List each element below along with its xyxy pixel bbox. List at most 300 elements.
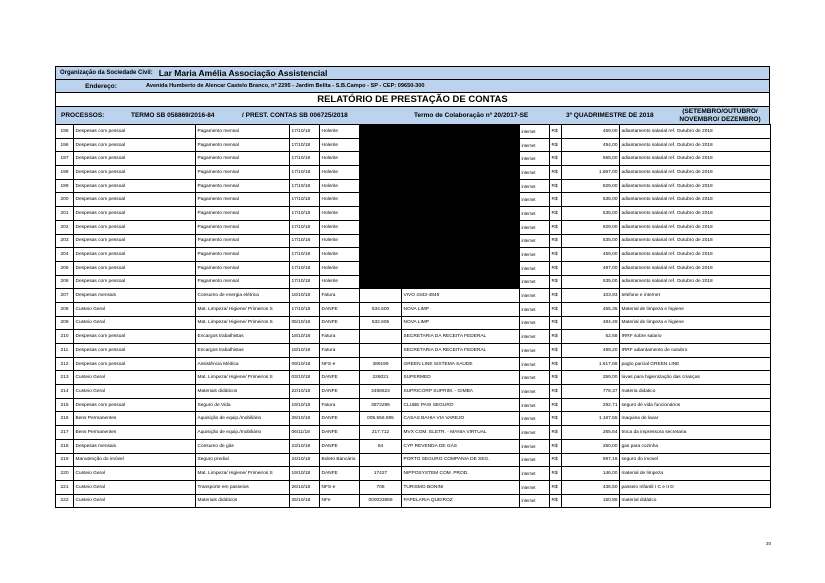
- category-cell: Despesas com pessoal: [74, 220, 196, 234]
- category-cell: Despesas com pessoal: [74, 261, 196, 275]
- row-number: 207: [56, 289, 74, 303]
- value-cell: 535,00: [562, 193, 620, 207]
- currency-cell: R$: [550, 480, 562, 494]
- category-cell: Bens Permanentes: [74, 426, 196, 440]
- doc-type-cell: Holerite: [320, 125, 360, 139]
- observation-cell: telefone e internet: [620, 289, 771, 303]
- description-cell: Pagamento mensal: [196, 166, 290, 180]
- observation-cell: IRRF adiantamento de outubro: [620, 344, 771, 358]
- payment-method-cell: internet: [520, 166, 550, 180]
- currency-cell: R$: [550, 412, 562, 426]
- doc-type-cell: Fatura: [320, 289, 360, 303]
- description-cell: Aquisição de equip./mobiliário: [196, 412, 290, 426]
- payment-method-cell: internet: [520, 248, 550, 262]
- category-cell: Despesas com pessoal: [74, 398, 196, 412]
- termo-colaboracao: Termo de Colaboração nº 20/2017-SE: [414, 112, 529, 119]
- currency-cell: R$: [550, 330, 562, 344]
- row-number: 202: [56, 220, 74, 234]
- address-header: [55, 79, 770, 92]
- observation-cell: Material de limpeza e higiene: [620, 302, 771, 316]
- observation-cell: IRRF sobre salario: [620, 330, 771, 344]
- redacted-block: [360, 261, 520, 275]
- description-cell: Encargos trabalhistas: [196, 344, 290, 358]
- observation-cell: adiantamento salarial ref. Outubro de 2018: [620, 261, 771, 275]
- observation-cell: material de limpeza: [620, 467, 771, 481]
- value-cell: 265,64: [562, 426, 620, 440]
- value-cell: 436,50: [562, 480, 620, 494]
- date-cell: 17/10/18: [290, 138, 320, 152]
- category-cell: Despesas com pessoal: [74, 357, 196, 371]
- table-row: [56, 207, 771, 221]
- table-row: [56, 261, 771, 275]
- row-number: 214: [56, 385, 74, 399]
- doc-type-cell: DANFE: [320, 467, 360, 481]
- page-number: 20: [766, 541, 772, 546]
- currency-cell: R$: [550, 193, 562, 207]
- value-cell: 459,00: [562, 125, 620, 139]
- category-cell: Despesas com pessoal: [74, 193, 196, 207]
- row-number: 220: [56, 467, 74, 481]
- date-cell: 24/10/18: [290, 453, 320, 467]
- supplier-cell: VIVO 4343-4849: [402, 289, 520, 303]
- value-cell: 829,00: [562, 220, 620, 234]
- value-cell: 535,00: [562, 234, 620, 248]
- observation-cell: passeio Infantil I C e II D: [620, 480, 771, 494]
- date-cell: 26/10/18: [290, 412, 320, 426]
- processes-label: PROCESSOS:: [61, 112, 105, 119]
- description-cell: Pagamento mensal: [196, 207, 290, 221]
- currency-cell: R$: [550, 426, 562, 440]
- currency-cell: R$: [550, 344, 562, 358]
- value-cell: 497,00: [562, 261, 620, 275]
- description-cell: Pagamento mensal: [196, 248, 290, 262]
- observation-cell: adiantamento salarial ref. Outubro de 2018: [620, 193, 771, 207]
- supplier-cell: NOVA LIMP: [402, 302, 520, 316]
- currency-cell: R$: [550, 220, 562, 234]
- table-row: [56, 412, 771, 426]
- date-cell: 17/10/18: [290, 166, 320, 180]
- table-row: [56, 494, 771, 508]
- row-number: 221: [56, 480, 74, 494]
- payment-method-cell: internet: [520, 220, 550, 234]
- date-cell: 18/10/18: [290, 330, 320, 344]
- category-cell: Despesas com pessoal: [74, 275, 196, 289]
- supplier-cell: NOVA LIMP: [402, 316, 520, 330]
- currency-cell: R$: [550, 467, 562, 481]
- description-cell: Assistência Médica: [196, 357, 290, 371]
- redacted-block: [360, 275, 520, 289]
- doc-type-cell: Fatura: [320, 398, 360, 412]
- description-cell: Materiais didáticos: [196, 385, 290, 399]
- date-cell: 17/10/18: [290, 261, 320, 275]
- description-cell: Pagamento mensal: [196, 275, 290, 289]
- row-number: 213: [56, 371, 74, 385]
- row-number: 205: [56, 261, 74, 275]
- value-cell: 1.167,55: [562, 412, 620, 426]
- doc-type-cell: NFe: [320, 494, 360, 508]
- redacted-block: [360, 138, 520, 152]
- table-row: [56, 467, 771, 481]
- date-cell: 03/10/18: [290, 371, 320, 385]
- table-row: [56, 398, 771, 412]
- value-cell: 146,00: [562, 467, 620, 481]
- date-cell: 05/10/18: [290, 316, 320, 330]
- payment-method-cell: internet: [520, 412, 550, 426]
- payment-method-cell: internet: [520, 426, 550, 440]
- table-row: [56, 138, 771, 152]
- row-number: 199: [56, 179, 74, 193]
- date-cell: 06/11/18: [290, 426, 320, 440]
- payment-method-cell: internet: [520, 261, 550, 275]
- table-row: [56, 371, 771, 385]
- supplier-cell: GREEN LINE SISTEMA SAUDE: [402, 357, 520, 371]
- row-number: 219: [56, 453, 74, 467]
- category-cell: Despesas com pessoal: [74, 234, 196, 248]
- table-row: [56, 125, 771, 139]
- payment-method-cell: internet: [520, 330, 550, 344]
- description-cell: Pagamento mensal: [196, 220, 290, 234]
- observation-cell: adiantamento salarial ref. Outubro de 2018: [620, 125, 771, 139]
- date-cell: 25/10/18: [290, 494, 320, 508]
- description-cell: Encargos trabalhistas: [196, 330, 290, 344]
- currency-cell: R$: [550, 494, 562, 508]
- doc-number-cell: 534.500: [360, 302, 402, 316]
- currency-cell: R$: [550, 179, 562, 193]
- doc-number-cell: [360, 344, 402, 358]
- doc-number-cell: 3873295: [360, 398, 402, 412]
- value-cell: 250,00: [562, 439, 620, 453]
- period-line-1: (SETEMBRO/OUTUBRO/: [682, 108, 758, 115]
- date-cell: 17/10/18: [290, 275, 320, 289]
- doc-number-cell: [360, 289, 402, 303]
- redacted-block: [360, 207, 520, 221]
- doc-number-cell: [360, 330, 402, 344]
- supplier-cell: PORTO SEGURO COMPANIA DE SEG.: [402, 453, 520, 467]
- date-cell: 26/10/18: [290, 480, 320, 494]
- doc-type-cell: DANFE: [320, 316, 360, 330]
- category-cell: Bens Permanentes: [74, 412, 196, 426]
- description-cell: Mat. Limpeza/ Higiene/ Primeiros S: [196, 316, 290, 330]
- payment-method-cell: internet: [520, 439, 550, 453]
- payment-method-cell: internet: [520, 398, 550, 412]
- currency-cell: R$: [550, 385, 562, 399]
- value-cell: 494,00: [562, 138, 620, 152]
- doc-type-cell: Holerite: [320, 166, 360, 180]
- redacted-block: [360, 152, 520, 166]
- doc-number-cell: 005.556.595: [360, 412, 402, 426]
- row-number: 215: [56, 398, 74, 412]
- row-number: 209: [56, 316, 74, 330]
- supplier-cell: PAPELARIA QUEIROZ: [402, 494, 520, 508]
- table-row: [56, 289, 771, 303]
- value-cell: 103,93: [562, 289, 620, 303]
- observation-cell: adiantamento salarial ref. Outubro de 2018: [620, 220, 771, 234]
- supplier-cell: CYP REVENDA DE GÁS: [402, 439, 520, 453]
- table-row: [56, 193, 771, 207]
- category-cell: Despesas com pessoal: [74, 138, 196, 152]
- category-cell: Despesas mensais: [74, 439, 196, 453]
- payment-method-cell: internet: [520, 467, 550, 481]
- date-cell: 23/10/18: [290, 439, 320, 453]
- description-cell: Pagamento mensal: [196, 152, 290, 166]
- value-cell: 459,00: [562, 248, 620, 262]
- description-cell: Mat. Limpeza/ Higiene/ Primeiros S: [196, 371, 290, 385]
- currency-cell: R$: [550, 261, 562, 275]
- redacted-block: [360, 125, 520, 139]
- table-row: [56, 234, 771, 248]
- row-number: 217: [56, 426, 74, 440]
- observation-cell: Material de limpeza e higiene: [620, 316, 771, 330]
- supplier-cell: MVX COM. ELETR. - MANIA VIRTUAL: [402, 426, 520, 440]
- redacted-block: [360, 166, 520, 180]
- observation-cell: materia didatico: [620, 385, 771, 399]
- table-row: [56, 480, 771, 494]
- doc-number-cell: 226021: [360, 371, 402, 385]
- category-cell: Despesas com pessoal: [74, 344, 196, 358]
- table-row: [56, 220, 771, 234]
- currency-cell: R$: [550, 138, 562, 152]
- payment-method-cell: internet: [520, 193, 550, 207]
- value-cell: 535,00: [562, 275, 620, 289]
- currency-cell: R$: [550, 248, 562, 262]
- value-cell: 455,35: [562, 302, 620, 316]
- observation-cell: adiantamento salarial ref. Outubro de 2018: [620, 179, 771, 193]
- value-cell: 1.617,68: [562, 357, 620, 371]
- observation-cell: adiantamento salarial ref. Outubro de 2018: [620, 248, 771, 262]
- table-row: [56, 166, 771, 180]
- table-row: [56, 248, 771, 262]
- currency-cell: R$: [550, 371, 562, 385]
- payment-method-cell: internet: [520, 480, 550, 494]
- date-cell: 17/10/18: [290, 234, 320, 248]
- redacted-block: [360, 248, 520, 262]
- observation-cell: adiantamento salarial ref. Outubro de 2018: [620, 207, 771, 221]
- currency-cell: R$: [550, 234, 562, 248]
- currency-cell: R$: [550, 275, 562, 289]
- doc-type-cell: DANFE: [320, 426, 360, 440]
- description-cell: Transporte em passeios: [196, 480, 290, 494]
- value-cell: 499,20: [562, 344, 620, 358]
- value-cell: 829,00: [562, 179, 620, 193]
- observation-cell: pagto parcial GREEN LINE: [620, 357, 771, 371]
- category-cell: Despesas mensais: [74, 289, 196, 303]
- period-line-2: NOVEMBRO/ DEZEMBRO): [679, 115, 761, 123]
- observation-cell: adiantamento salarial ref. Outubro de 2018: [620, 275, 771, 289]
- description-cell: Consumo de gás: [196, 439, 290, 453]
- category-cell: Custeio Geral: [74, 316, 196, 330]
- observation-cell: adiantamento salarial ref. Outubro de 2018: [620, 166, 771, 180]
- observation-cell: material didático: [620, 494, 771, 508]
- value-cell: 535,00: [562, 207, 620, 221]
- observation-cell: troca da impressora secretaria: [620, 426, 771, 440]
- doc-type-cell: DANFE: [320, 371, 360, 385]
- category-cell: Despesas com pessoal: [74, 179, 196, 193]
- period: [674, 108, 766, 123]
- doc-number-cell: [360, 453, 402, 467]
- table-row: [56, 453, 771, 467]
- term-sb: TERMO SB 058869/2016-84: [131, 112, 215, 119]
- observation-cell: maquina de lavar: [620, 412, 771, 426]
- address-value: Avenida Humberto de Alencar Castelo Branco, nº 2295 - Jardim Belita - S.B.Campo - SP - CEP: 09650-300: [146, 83, 425, 89]
- payment-method-cell: internet: [520, 275, 550, 289]
- doc-type-cell: DANFE: [320, 412, 360, 426]
- doc-number-cell: 84: [360, 439, 402, 453]
- value-cell: 150,86: [562, 494, 620, 508]
- row-number: 208: [56, 302, 74, 316]
- doc-number-cell: 532.605: [360, 316, 402, 330]
- description-cell: Pagamento mensal: [196, 234, 290, 248]
- currency-cell: R$: [550, 439, 562, 453]
- observation-cell: luvas para higienização das crianças: [620, 371, 771, 385]
- doc-number-cell: 389199: [360, 357, 402, 371]
- doc-type-cell: NFS-e: [320, 357, 360, 371]
- doc-type-cell: DANFE: [320, 439, 360, 453]
- category-cell: Despesas com pessoal: [74, 125, 196, 139]
- date-cell: 17/10/18: [290, 152, 320, 166]
- payment-method-cell: internet: [520, 289, 550, 303]
- value-cell: 597,16: [562, 453, 620, 467]
- value-cell: 52,68: [562, 330, 620, 344]
- payment-method-cell: internet: [520, 234, 550, 248]
- table-row: [56, 385, 771, 399]
- doc-number-cell: 000033959: [360, 494, 402, 508]
- address-label: Endereço:: [85, 82, 117, 90]
- doc-type-cell: NFS-e: [320, 480, 360, 494]
- row-number: 204: [56, 248, 74, 262]
- redacted-block: [360, 179, 520, 193]
- supplier-cell: SECRETARIA DA RECEITA FEDERAL: [402, 344, 520, 358]
- currency-cell: R$: [550, 398, 562, 412]
- observation-cell: adiantamento salarial ref. Outubro de 2018: [620, 138, 771, 152]
- payment-method-cell: internet: [520, 316, 550, 330]
- currency-cell: R$: [550, 316, 562, 330]
- table-row: [56, 302, 771, 316]
- description-cell: Pagamento mensal: [196, 193, 290, 207]
- table-row: [56, 316, 771, 330]
- category-cell: Custeio Geral: [74, 302, 196, 316]
- redacted-block: [360, 220, 520, 234]
- row-number: 216: [56, 412, 74, 426]
- doc-type-cell: Holerite: [320, 138, 360, 152]
- doc-type-cell: Fatura: [320, 330, 360, 344]
- supplier-cell: SECRETARIA DA RECEITA FEDERAL: [402, 330, 520, 344]
- payment-method-cell: internet: [520, 344, 550, 358]
- description-cell: Pagamento mensal: [196, 179, 290, 193]
- doc-type-cell: Holerite: [320, 275, 360, 289]
- description-cell: Mat. Limpeza/ Higiene/ Primeiros S: [196, 302, 290, 316]
- payment-method-cell: internet: [520, 357, 550, 371]
- category-cell: Despesas com pessoal: [74, 207, 196, 221]
- date-cell: 17/10/18: [290, 179, 320, 193]
- org-label: Organização da Sociedade Civil:: [60, 70, 153, 76]
- table-body: [56, 125, 771, 508]
- value-cell: 565,00: [562, 152, 620, 166]
- category-cell: Despesas com pessoal: [74, 152, 196, 166]
- category-cell: Custeio Geral: [74, 494, 196, 508]
- payment-method-cell: internet: [520, 179, 550, 193]
- payment-method-cell: internet: [520, 138, 550, 152]
- observation-cell: seguro de vida funcionários: [620, 398, 771, 412]
- date-cell: 17/10/18: [290, 193, 320, 207]
- doc-number-cell: 17427: [360, 467, 402, 481]
- doc-type-cell: Holerite: [320, 234, 360, 248]
- category-cell: Custeio Geral: [74, 467, 196, 481]
- redacted-block: [360, 193, 520, 207]
- table-row: [56, 426, 771, 440]
- supplier-cell: SUPRICORP SUPRIM. - GIMBA: [402, 385, 520, 399]
- doc-type-cell: Boleto Bancário: [320, 453, 360, 467]
- payment-method-cell: internet: [520, 207, 550, 221]
- value-cell: 778,37: [562, 385, 620, 399]
- value-cell: 292,71: [562, 398, 620, 412]
- doc-type-cell: Holerite: [320, 220, 360, 234]
- processes-header: [55, 106, 770, 124]
- value-cell: 484,49: [562, 316, 620, 330]
- row-number: 200: [56, 193, 74, 207]
- observation-cell: adiantamento salarial ref. Outubro de 2018: [620, 234, 771, 248]
- table-row: [56, 152, 771, 166]
- table-row: [56, 439, 771, 453]
- org-header: [55, 66, 770, 79]
- row-number: 222: [56, 494, 74, 508]
- date-cell: 19/10/18: [290, 398, 320, 412]
- description-cell: Mat. Limpeza/ Higiene/ Primeiros S: [196, 467, 290, 481]
- currency-cell: R$: [550, 302, 562, 316]
- date-cell: 17/10/18: [290, 302, 320, 316]
- report-title: RELATÓRIO DE PRESTAÇÃO DE CONTAS: [55, 92, 770, 106]
- doc-type-cell: DANFE: [320, 385, 360, 399]
- row-number: 195: [56, 125, 74, 139]
- payment-method-cell: internet: [520, 453, 550, 467]
- doc-type-cell: Fatura: [320, 344, 360, 358]
- table-row: [56, 357, 771, 371]
- supplier-cell: CLUBE PASI SEGURO: [402, 398, 520, 412]
- currency-cell: R$: [550, 125, 562, 139]
- observation-cell: adiantamento salarial ref. Outubro de 2018: [620, 152, 771, 166]
- row-number: 196: [56, 138, 74, 152]
- description-cell: Pagamento mensal: [196, 261, 290, 275]
- currency-cell: R$: [550, 289, 562, 303]
- observation-cell: gas para cozinha: [620, 439, 771, 453]
- payment-method-cell: internet: [520, 125, 550, 139]
- row-number: 218: [56, 439, 74, 453]
- payment-method-cell: internet: [520, 494, 550, 508]
- payment-method-cell: internet: [520, 152, 550, 166]
- currency-cell: R$: [550, 453, 562, 467]
- quadrimestre: 3º QUADRIMESTRE DE 2018: [566, 112, 654, 119]
- row-number: 197: [56, 152, 74, 166]
- date-cell: 17/10/18: [290, 220, 320, 234]
- currency-cell: R$: [550, 152, 562, 166]
- category-cell: Despesas com pessoal: [74, 330, 196, 344]
- description-cell: Aquisição de equip./mobiliário: [196, 426, 290, 440]
- doc-type-cell: Holerite: [320, 193, 360, 207]
- row-number: 203: [56, 234, 74, 248]
- date-cell: 17/10/18: [290, 207, 320, 221]
- table-row: [56, 344, 771, 358]
- row-number: 210: [56, 330, 74, 344]
- description-cell: Pagamento mensal: [196, 138, 290, 152]
- date-cell: 22/10/18: [290, 385, 320, 399]
- date-cell: 19/10/18: [290, 467, 320, 481]
- date-cell: 17/10/18: [290, 125, 320, 139]
- doc-number-cell: 708: [360, 480, 402, 494]
- expense-table: [55, 124, 771, 508]
- redacted-block: [360, 234, 520, 248]
- doc-number-cell: 3498623: [360, 385, 402, 399]
- doc-type-cell: Holerite: [320, 248, 360, 262]
- doc-type-cell: Holerite: [320, 152, 360, 166]
